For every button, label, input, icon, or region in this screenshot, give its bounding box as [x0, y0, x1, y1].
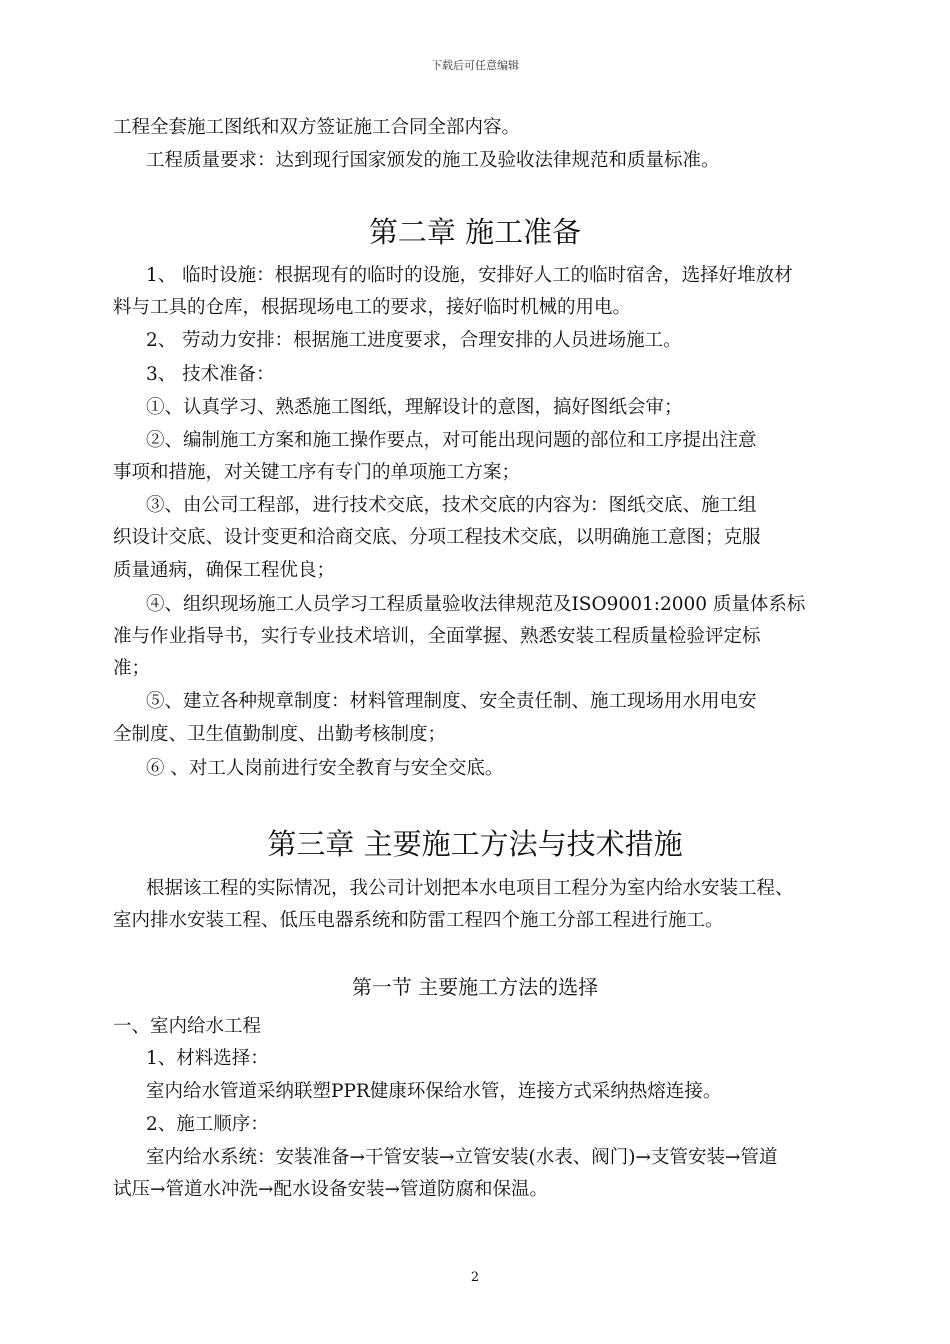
text-line: 工程质量要求：达到现行国家颁发的施工及验收法律规范和质量标准。: [146, 150, 720, 171]
section-title: 第一节 主要施工方法的选择: [351, 975, 599, 999]
text-line: 工程全套施工图纸和双方签证施工合同全部内容。: [113, 117, 521, 138]
text-line: ⑤、建立各种规章制度：材料管理制度、安全责任制、施工现场用水用电安: [146, 691, 757, 712]
text-line: 质量通病，确保工程优良；: [113, 560, 336, 581]
page-number: 2: [470, 1270, 480, 1285]
text-line: 2、施工顺序：: [146, 1114, 269, 1135]
text-line: ②、编制施工方案和施工操作要点，对可能出现问题的部位和工序提出注意: [146, 430, 757, 451]
text-line: ④、组织现场施工人员学习工程质量验收法律规范及ISO9001:2000 质量体系标: [146, 594, 806, 615]
text-line: 事项和措施，对关键工序有专门的单项施工方案；: [113, 462, 521, 483]
text-line: 料与工具的仓库，根据现场电工的要求，接好临时机械的用电。: [113, 297, 632, 318]
chapter-title: 第二章 施工准备: [368, 215, 582, 249]
text-line: 室内给水管道采纳联塑PPR健康环保给水管，连接方式采纳热熔连接。: [146, 1081, 722, 1102]
text-line: 2、 劳动力安排：根据施工进度要求，合理安排的人员进场施工。: [146, 330, 682, 351]
text-line: 1、材料选择：: [146, 1048, 269, 1069]
text-line: 试压→管道水冲洗→配水设备安装→管道防腐和保温。: [113, 1179, 549, 1200]
text-line: ③、由公司工程部，进行技术交底，技术交底的内容为：图纸交底、施工组: [146, 495, 757, 516]
text-line: 3、 技术准备：: [146, 364, 275, 385]
text-line: 1、 临时设施：根据现有的临时的设施，安排好人工的临时宿舍，选择好堆放材: [146, 265, 793, 286]
page-header: 下载后可任意编辑: [431, 59, 519, 72]
text-line: 室内排水安装工程、低压电器系统和防雷工程四个施工分部工程进行施工。: [113, 910, 724, 931]
text-line: 准；: [113, 658, 151, 679]
text-line: 室内给水系统：安装准备→干管安装→立管安装(水表、阀门)→支管安装→管道: [146, 1147, 778, 1168]
text-line: 全制度、卫生值勤制度、出勤考核制度；: [113, 724, 447, 745]
text-line: 根据该工程的实际情况，我公司计划把本水电项目工程分为室内给水安装工程、: [146, 878, 794, 899]
text-line: ①、认真学习、熟悉施工图纸，理解设计的意图，搞好图纸会审；: [146, 397, 683, 418]
text-line: 织设计交底、设计变更和洽商交底、分项工程技术交底，以明确施工意图；克服: [113, 527, 761, 548]
text-line: 准与作业指导书，实行专业技术培训，全面掌握、熟悉安装工程质量检验评定标: [113, 626, 761, 647]
text-line: ⑥ 、对工人岗前进行安全教育与安全交底。: [146, 758, 504, 779]
text-line: 一、室内给水工程: [113, 1016, 262, 1037]
chapter-title: 第三章 主要施工方法与技术措施: [267, 827, 683, 861]
